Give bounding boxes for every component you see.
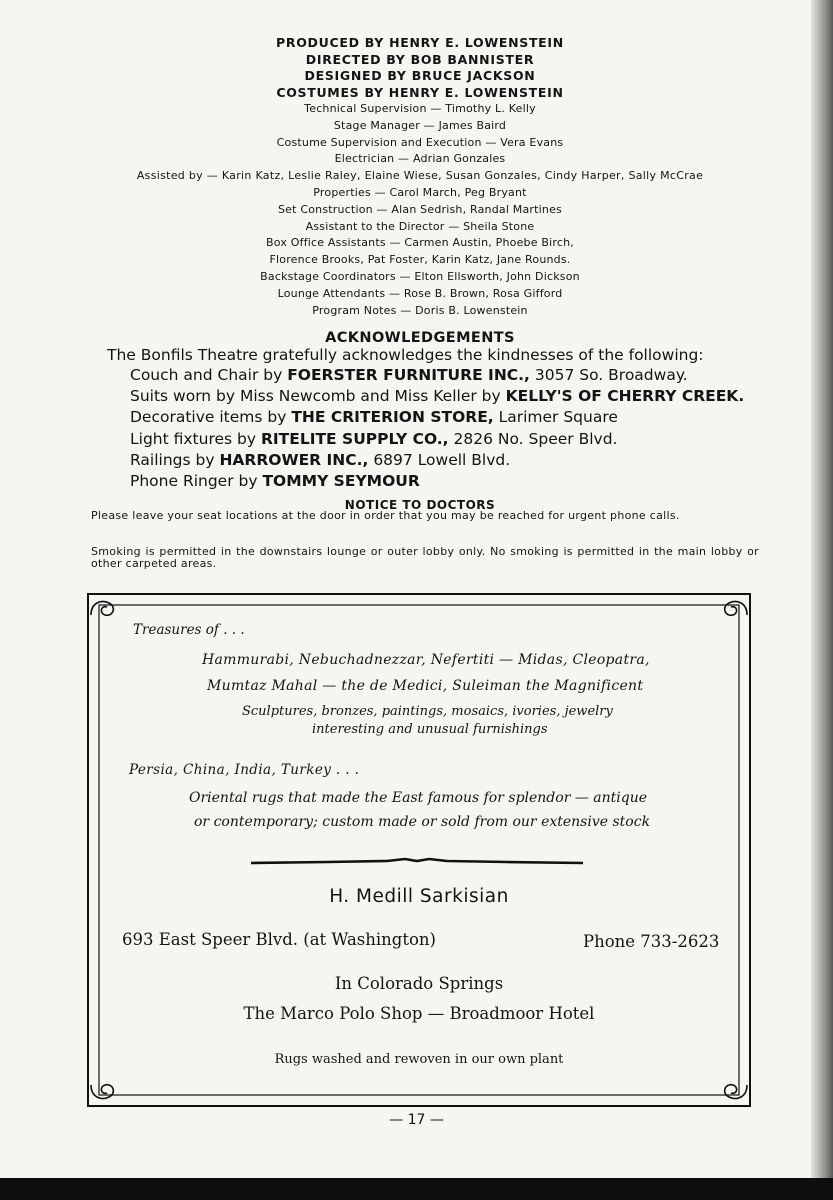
ad-rugs-line-2: or contemporary; custom made or sold from our extensive stock [194,814,651,830]
acknowledgements-intro: The Bonfils Theatre gratefully acknowledges the kindnesses of the following: [107,346,704,364]
credit-line: Properties — Carol March, Peg Bryant [313,185,527,199]
credit-line: Set Construction — Alan Sedrish, Randal Martines [278,202,562,216]
ad-phone: Phone 733-2623 [583,932,720,951]
credit-producer: PRODUCED BY HENRY E. LOWENSTEIN [276,35,564,50]
notice-smoking: Smoking is permitted in the downstairs lounge or outer lobby only. No smoking is permitted in the main lobby or other carpeted areas. [91,545,759,570]
credit-line: Lounge Attendants — Rose B. Brown, Rosa Gifford [277,286,563,300]
ack-item: Light fixtures by RITELITE SUPPLY CO., 2826 No. Speer Blvd. [130,429,618,448]
credit-director: DIRECTED BY BOB BANNISTER [305,51,535,67]
advertisement-box [87,593,751,1107]
production-credits [60,35,780,319]
scan-border [0,1178,833,1200]
page-number: — 17 — [389,1112,444,1128]
ad-colorado-springs: In Colorado Springs [334,974,504,993]
credit-line: Assistant to the Director — Sheila Stone [305,219,535,233]
ack-item: Railings by HARROWER INC., 6897 Lowell Blvd. [130,450,511,469]
ad-items-line-2: interesting and unusual furnishings [312,722,548,737]
credit-line: Costume Supervision and Execution — Vera Evans [276,135,564,149]
ad-business-name: H. Medill Sarkisian [329,886,509,907]
page-edge-shadow [811,0,833,1200]
ad-names-line-1: Hammurabi, Nebuchadnezzar, Nefertiti — Midas, Cleopatra, [202,652,650,668]
notice-heading: NOTICE TO DOCTORS [344,498,496,512]
credit-line: Assisted by — Karin Katz, Leslie Raley, Elaine Wiese, Susan Gonzales, Cindy Harper, Sally McCrae [136,169,704,183]
acknowledgements-list [130,365,744,492]
ad-countries: Persia, China, India, Turkey . . . [129,762,360,778]
notice-seat-locations: Please leave your seat locations at the door in order that you may be reached for urgent phone calls. [91,509,680,522]
ad-rugs-note: Rugs washed and rewoven in our own plant [274,1052,564,1067]
ack-item: Couch and Chair by FOERSTER FURNITURE INC., 3057 So. Broadway. [130,366,688,384]
credit-line: Electrician — Adrian Gonzales [334,152,506,166]
ad-items-line-1: Sculptures, bronzes, paintings, mosaics, ivories, jewelry [242,704,613,719]
ack-item: Suits worn by Miss Newcomb and Miss Keller by KELLY'S OF CHERRY CREEK. [130,387,745,406]
credit-line: Stage Manager — James Baird [333,118,507,132]
ack-item: Decorative items by THE CRITERION STORE, Larimer Square [130,408,618,427]
acknowledgements-heading: ACKNOWLEDGEMENTS [325,330,515,346]
ad-rugs-line-1: Oriental rugs that made the East famous for splendor — antique [189,790,648,806]
credit-line: Technical Supervision — Timothy L. Kelly [304,102,536,115]
credit-line: Box Office Assistants — Carmen Austin, Phoebe Birch, [266,236,574,250]
ornamental-border [87,593,751,1107]
credit-line: Program Notes — Doris B. Lowenstein [312,303,528,317]
ad-shop: The Marco Polo Shop — Broadmoor Hotel [243,1004,595,1023]
credit-line: Florence Brooks, Pat Foster, Karin Katz, Jane Rounds. [269,253,571,267]
ad-names-line-2: Mumtaz Mahal — the de Medici, Suleiman the Magnificent [207,678,644,694]
credit-designer: DESIGNED BY BRUCE JACKSON [304,68,536,83]
ad-treasures: Treasures of . . . [133,622,245,638]
credit-costumes: COSTUMES BY HENRY E. LOWENSTEIN [276,84,564,100]
ack-item: Phone Ringer by TOMMY SEYMOUR [130,472,420,491]
credit-line: Backstage Coordinators — Elton Ellsworth, John Dickson [260,269,580,283]
ad-address: 693 East Speer Blvd. (at Washington) [122,930,436,949]
